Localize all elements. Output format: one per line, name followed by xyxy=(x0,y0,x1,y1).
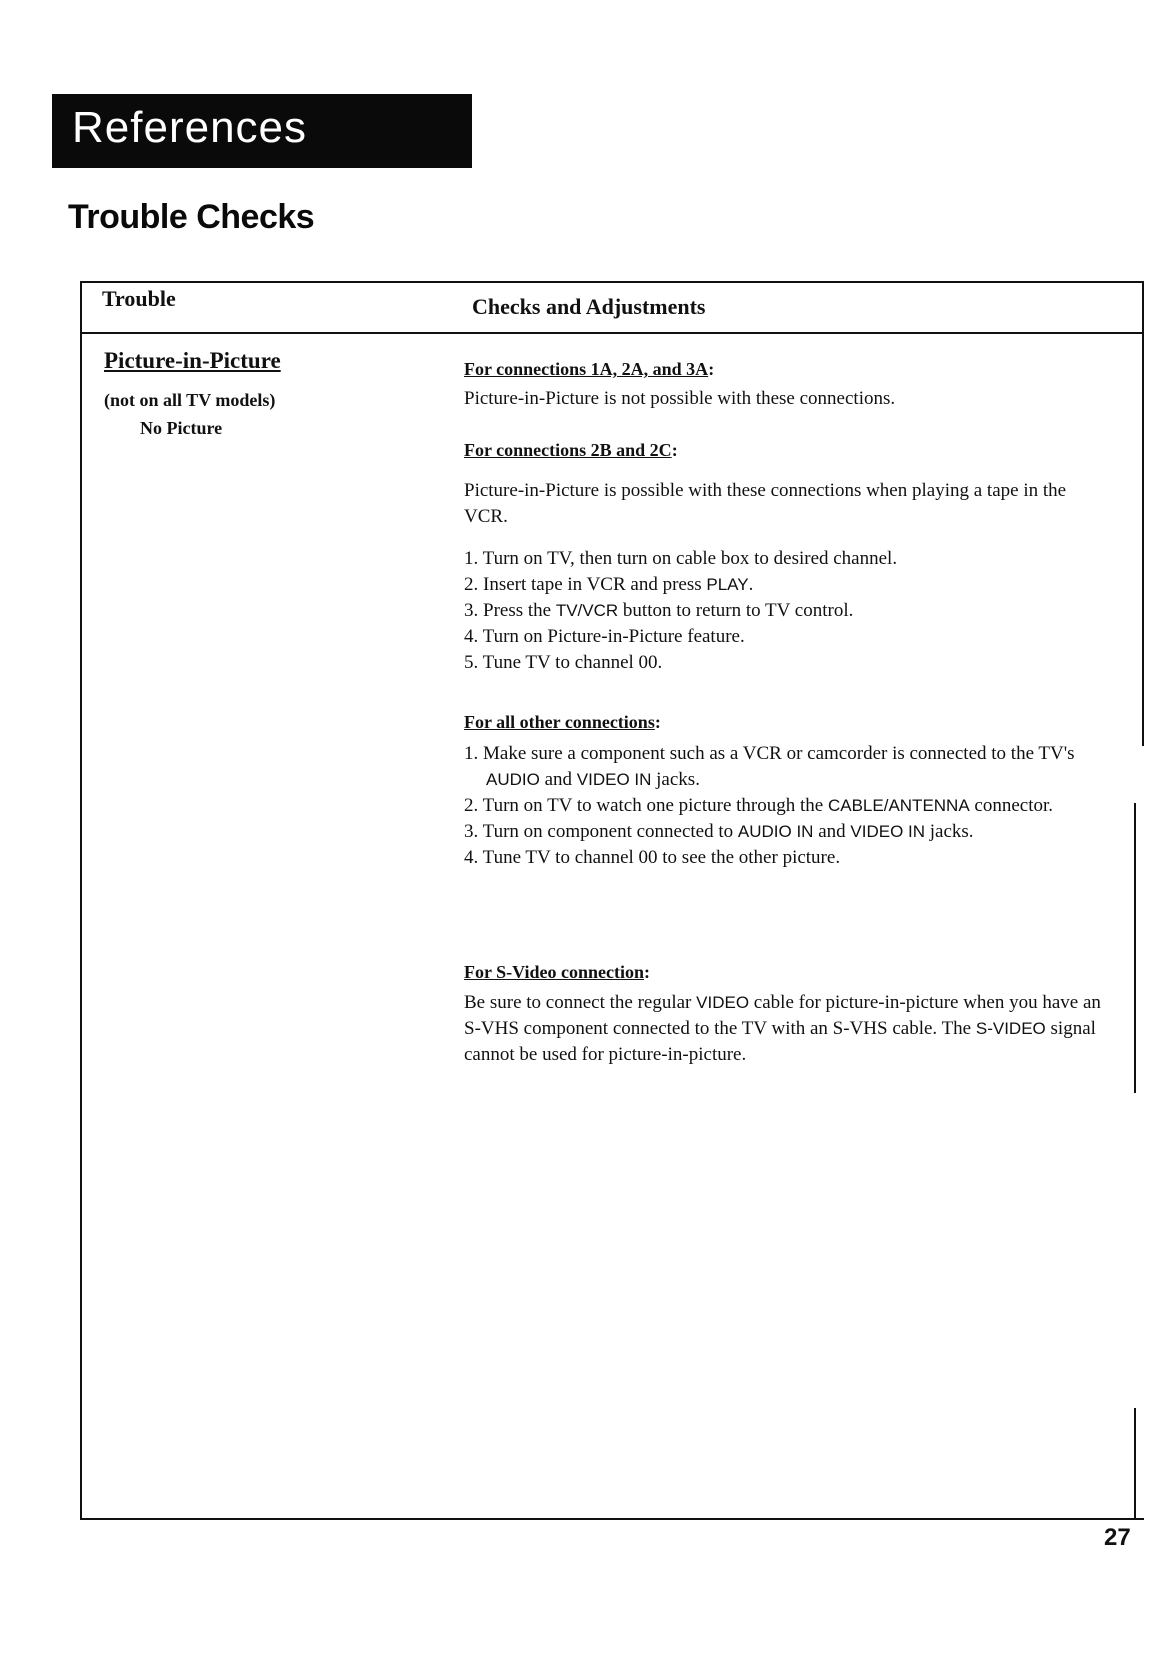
page-title: Trouble Checks xyxy=(68,198,315,236)
trouble-title: Picture-in-Picture xyxy=(104,348,281,373)
trouble-note: (not on all TV models) xyxy=(104,390,276,410)
section-banner xyxy=(52,94,472,168)
list-item: 1. Turn on TV, then turn on cable box to desired channel. xyxy=(464,548,898,569)
connections-1a-2a-3a-heading: For connections 1A, 2A, and 3A: xyxy=(464,359,715,379)
column-header-checks: Checks and Adjustments xyxy=(472,294,706,319)
list-item: 3. Press the TV/VCR button to return to TV control. xyxy=(464,600,854,621)
connections-2b-2c-steps xyxy=(464,546,1114,676)
table-right-rule-bottom xyxy=(1134,1408,1136,1520)
list-item: 5. Tune TV to channel 00. xyxy=(464,652,663,673)
trouble-table xyxy=(80,281,1144,1520)
all-other-connections-steps xyxy=(464,741,1114,871)
table-header-divider xyxy=(80,332,1144,334)
list-item: 4. Turn on Picture-in-Picture feature. xyxy=(464,626,745,647)
table-right-rule-mid xyxy=(1134,803,1136,1093)
list-item: 4. Tune TV to channel 00 to see the other picture. xyxy=(464,847,841,868)
list-item: 1. Make sure a component such as a VCR or camcorder is connected to the TV's AUDIO and VIDEO IN jacks. xyxy=(464,743,1075,790)
list-item: 2. Insert tape in VCR and press PLAY. xyxy=(464,574,754,595)
list-item: 3. Turn on component connected to AUDIO IN and VIDEO IN jacks. xyxy=(464,821,974,842)
page-number: 27 xyxy=(1104,1524,1131,1551)
connections-1a-2a-3a-text: Picture-in-Picture is not possible with these connections. xyxy=(464,388,896,409)
column-header-trouble: Trouble xyxy=(102,286,176,311)
s-video-connection-text: Be sure to connect the regular VIDEO cable for picture-in-picture when you have an S-VHS component connected to the TV with an S-VHS cable. The S-VIDEO signal cannot be used for picture-in-picture. xyxy=(464,992,1101,1065)
all-other-connections-heading: For all other connections: xyxy=(464,712,661,732)
connections-2b-2c-heading: For connections 2B and 2C: xyxy=(464,440,678,460)
list-item: 2. Turn on TV to watch one picture through the CABLE/ANTENNA connector. xyxy=(464,795,1054,816)
connections-2b-2c-text: Picture-in-Picture is possible with these connections when playing a tape in the VCR. xyxy=(464,480,1067,527)
table-right-rule-top xyxy=(1142,281,1144,746)
trouble-symptom: No Picture xyxy=(140,418,223,438)
s-video-connection-heading: For S-Video connection: xyxy=(464,962,650,982)
section-label: References xyxy=(72,103,308,152)
